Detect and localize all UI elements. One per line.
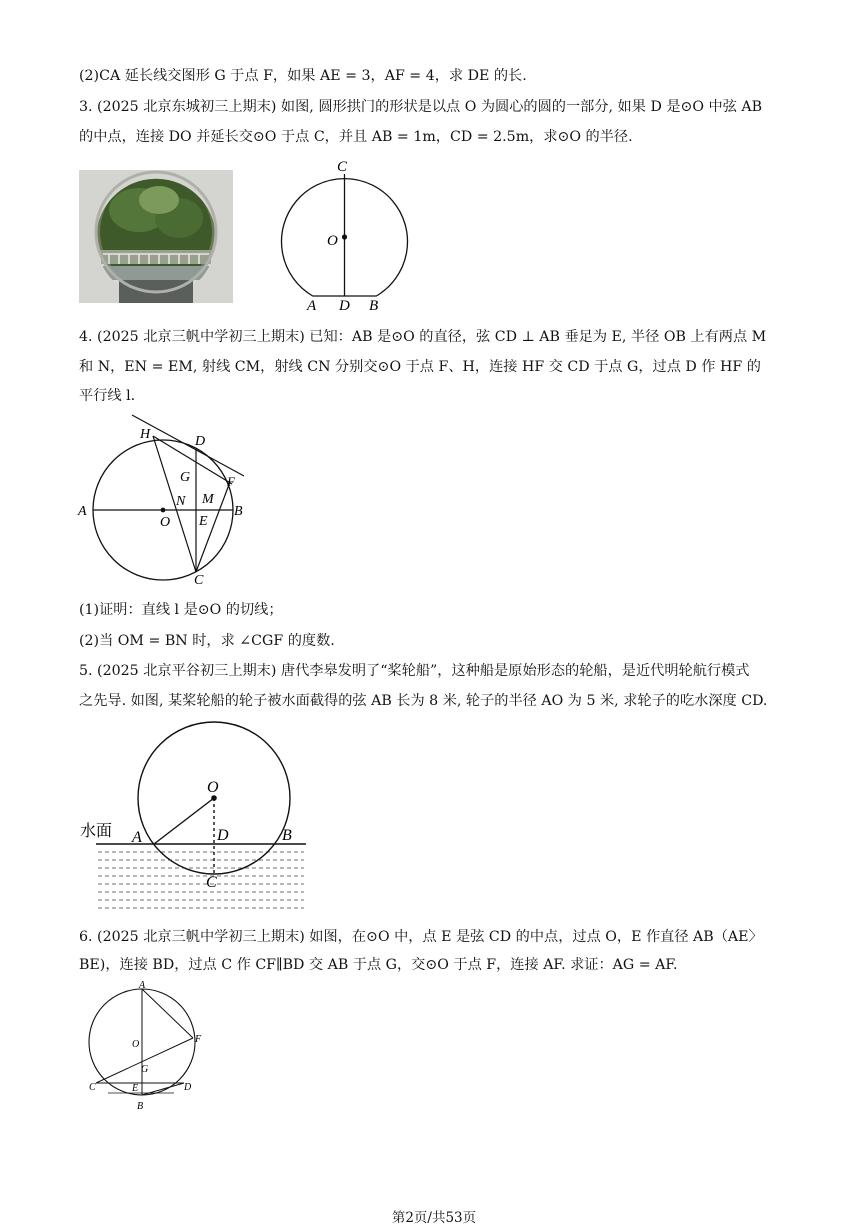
text-line-q4-1: (1)证明：直线 l 是⊙O 的切线； bbox=[79, 602, 283, 618]
label-d: D bbox=[195, 434, 206, 449]
label-n: N bbox=[176, 494, 186, 509]
label-b: B bbox=[369, 298, 379, 314]
label-a: A bbox=[307, 298, 317, 314]
text-line-q6-a: 6. (2025 北京三帆中学初三上期末) 如图，在⊙O 中，点 E 是弦 CD 的中点，过点 O，E 作直径 AB（AE〉 bbox=[79, 929, 763, 945]
label-c: C bbox=[89, 1082, 96, 1093]
text-line-q4-b: 和 N，EN = EM, 射线 CM，射线 CN 分别交⊙O 于点 F、H，连接 HF 交 CD 于点 G，过点 D 作 HF 的 bbox=[79, 359, 761, 375]
label-a: A bbox=[132, 829, 142, 846]
label-m: M bbox=[202, 492, 214, 507]
label-c: C bbox=[194, 573, 204, 588]
label-b: B bbox=[234, 504, 243, 519]
label-a: A bbox=[139, 980, 146, 991]
text-line-q2-2: (2)CA 延长线交图形 G 于点 F，如果 AE = 3，AF = 4，求 DE 的长. bbox=[79, 68, 527, 84]
label-g: G bbox=[141, 1064, 149, 1075]
label-c: C bbox=[206, 874, 217, 891]
label-o: O bbox=[160, 515, 171, 530]
label-d: D bbox=[339, 298, 350, 314]
label-o: O bbox=[132, 1039, 140, 1050]
text-line-q4-a: 4. (2025 北京三帆中学初三上期末) 已知：AB 是⊙O 的直径，弦 CD ⊥ AB 垂足为 E, 半径 OB 上有两点 M bbox=[79, 329, 767, 345]
text-line-q6-b: BE)，连接 BD，过点 C 作 CF∥BD 交 AB 于点 G，交⊙O 于点 F，连接 AF. 求证：AG = AF. bbox=[79, 957, 678, 973]
label-c: C bbox=[337, 159, 348, 175]
page-footer: 第2页/共53页 bbox=[391, 1210, 477, 1226]
label-f: F bbox=[195, 1034, 202, 1045]
text-line-q3-b: 的中点，连接 DO 并延长交⊙O 于点 C，并且 AB = 1m，CD = 2.5m，求⊙O 的半径. bbox=[79, 129, 633, 145]
label-h: H bbox=[140, 427, 151, 442]
label-d: D bbox=[184, 1082, 192, 1093]
text-line-q4-2: (2)当 OM = BN 时，求 ∠CGF 的度数. bbox=[79, 633, 335, 649]
label-o: O bbox=[207, 779, 219, 796]
label-f: F bbox=[227, 474, 235, 489]
text-line-q3-a: 3. (2025 北京东城初三上期末) 如图, 圆形拱门的形状是以点 O 为圆心的圆的一部分, 如果 D 是⊙O 中弦 AB bbox=[79, 99, 763, 115]
label-e: E bbox=[132, 1083, 139, 1094]
label-b: B bbox=[282, 827, 292, 844]
label-g: G bbox=[180, 470, 191, 485]
figure-q3-circle bbox=[275, 155, 415, 315]
label-b: B bbox=[137, 1101, 144, 1112]
label-e: E bbox=[199, 514, 208, 529]
text-line-q5-a: 5. (2025 北京平谷初三上期末) 唐代李皋发明了“桨轮船”，这种船是原始形态的轮船，是近代明轮航行模式 bbox=[79, 663, 750, 679]
water-surface-label: 水面 bbox=[80, 821, 113, 840]
label-d: D bbox=[217, 827, 229, 844]
text-line-q5-b: 之先导. 如图, 某桨轮船的轮子被水面截得的弦 AB 长为 8 米, 轮子的半径 AO 为 5 米, 求轮子的吃水深度 CD. bbox=[79, 693, 768, 709]
figure-q5-wheel bbox=[76, 720, 312, 916]
label-o: O bbox=[327, 233, 338, 249]
arch-gate-photo bbox=[79, 170, 233, 303]
figure-q6-circle bbox=[84, 980, 214, 1115]
text-line-q4-c: 平行线 l. bbox=[79, 388, 136, 404]
figure-q4-circle bbox=[74, 410, 259, 590]
label-a: A bbox=[78, 504, 87, 519]
